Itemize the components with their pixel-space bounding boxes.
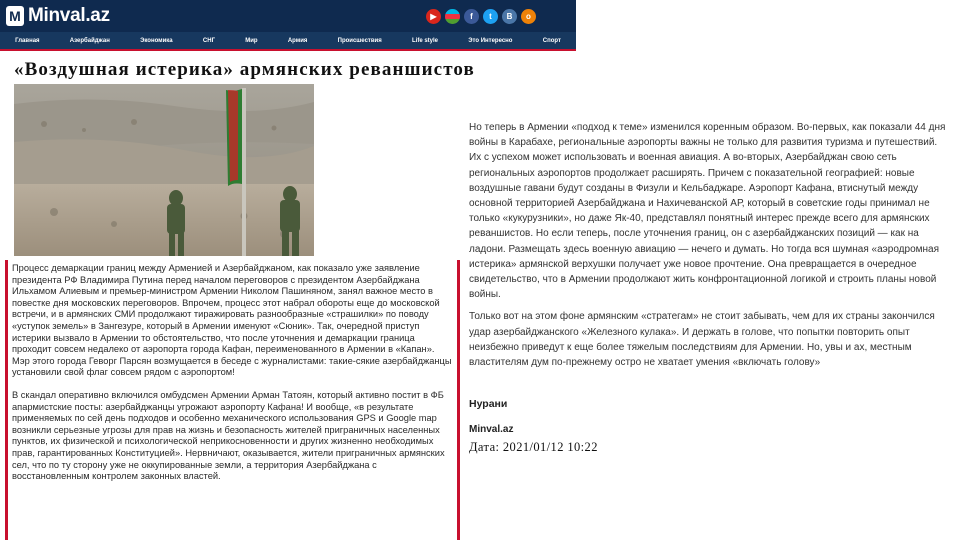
- article-body-right: [469, 120, 949, 370]
- site-logo[interactable]: [6, 5, 110, 27]
- nav-divider: [0, 49, 576, 51]
- nav-item-sport[interactable]: Спорт: [542, 37, 561, 44]
- right-red-bar: [457, 260, 460, 540]
- azerbaijan-flag-icon[interactable]: [445, 9, 460, 24]
- facebook-icon[interactable]: f: [464, 9, 479, 24]
- paragraph: Но теперь в Армении «подход к теме» изменился коренным образом. Во-первых, как показали 44 дня войны в Карабахе, региональные аэропорты важны не только для развития туризма и путешествий. Их с успехом может использовать и военная авиация. А во-вторых, Азербайджан свою сеть региональных аэропортов продолжает расширять. Причем с показательной географией: новые воздушные гавани будут созданы в Физули и Кельбаджаре. Аэропорт Кафана, втиснутый между основной территорией Азербайджана и Нахичеванской АР, который в советские годы принимал не только «кукурузники», но даже Як-40, представлял понятный интерес прежде всего для армянских реваншистов. Но если теперь, после уточнения границ, он с азербайджанских позиций — как на ладони. Размещать здесь военную авиацию — нечего и думать. Но тогда вся шумная «аэродромная истерика» армянской верхушки получает уже новое прочтение. Она превращается в очередное свидетельство, что в Армении продолжают жить конфронтационной логикой и строить планы новой войны.: [469, 122, 946, 301]
- article-date: Дата: 2021/01/12 10:22: [469, 440, 598, 454]
- article-right-column: [469, 120, 949, 377]
- nav-item-interesting[interactable]: Это Интересно: [468, 37, 513, 44]
- paragraph: Процесс демаркации границ между Арменией и Азербайджаном, как показало уже заявление президента РФ Владимира Путина перед началом переговоров с президентом Азербайджана Ильхамом Алиевым и премьер-министром Армении Николом Пашиняном, занял важное место в повестке дня московских переговоров. Впрочем, процесс этот набрал обороты еще до московской встречи, и в армянских СМИ продолжают тиражировать разнообразные «страшилки» по поводу «уступок земель» в Зангезуре, который в Армении именуют «Сюник». Так, очередной приступ истерики вызвало в Армении то обстоятельство, что после уточнения и демаркации граница проходит совсем недалеко от аэропорта города Кафан, переименованного в Армении в «Капан». Мэр этого города Геворг Парсян возмущается в беседе с журналистами: такие-сякие азербайджанцы установили свой флаг совсем рядом с аэропортом!: [12, 263, 452, 378]
- nav-item-army[interactable]: Армия: [287, 37, 308, 44]
- nav-item-azerbaijan[interactable]: Азербайджан: [69, 37, 110, 44]
- twitter-icon[interactable]: t: [483, 9, 498, 24]
- article-body-left: [12, 263, 452, 494]
- left-red-bar: [5, 260, 8, 540]
- ok-icon[interactable]: o: [521, 9, 536, 24]
- nav-item-economy[interactable]: Экономика: [140, 37, 173, 44]
- site-header: [0, 0, 576, 32]
- vk-icon[interactable]: B: [502, 9, 517, 24]
- youtube-icon[interactable]: ▶: [426, 9, 441, 24]
- nav-item-world[interactable]: Мир: [245, 37, 258, 44]
- paragraph: Только вот на этом фоне армянским «стратегам» не стоит забывать, чем для их страны закончился удар азербайджанского «Железного кулака». И держать в голове, что попытки повторить опыт неизбежно приведут к еще более тяжелым последствиям для Армении. Но, увы и ах, местным властителям дум по-прежнему остро не хватает умения «включать голову»: [469, 311, 935, 369]
- article-title: «Воздушная истерика» армянских реваншистов: [14, 59, 475, 80]
- logo-text: Minval.az: [28, 5, 110, 26]
- nav-item-main[interactable]: Главная: [15, 37, 40, 44]
- article-author: Нурани: [469, 398, 508, 410]
- article-source[interactable]: Minval.az: [469, 424, 514, 435]
- nav-item-lifestyle[interactable]: Life style: [411, 37, 438, 44]
- nav-item-cis[interactable]: СНГ: [202, 37, 215, 44]
- nav-item-incidents[interactable]: Происшествия: [337, 37, 382, 44]
- logo-mark: M: [6, 6, 24, 26]
- article-left-column: [5, 260, 460, 540]
- social-links: [426, 9, 536, 24]
- article-photo: [14, 84, 314, 256]
- paragraph: В скандал оперативно включился омбудсмен Армении Арман Татоян, который активно постит в ФБ апармистские посты: азербайджанцы угрожают аэропорту Кафана! И вообще, «в результате применяемых по сей день подходов и особенно механического использования GPS и Google map возникли серьезные угрозы для прав на жизнь и безопасность жителей приграничных населенных пунктов, их физической и психологической неприкосновенности и других жизненно необходимых прав, гарантированных Конституцией». Нервничают, оказывается, жители приграничных армянских сел, что по ту сторону уже не оккупированные земли, а территория Азербайджана с восстановленным контролем законных властей.: [12, 389, 445, 482]
- main-nav: [0, 32, 576, 49]
